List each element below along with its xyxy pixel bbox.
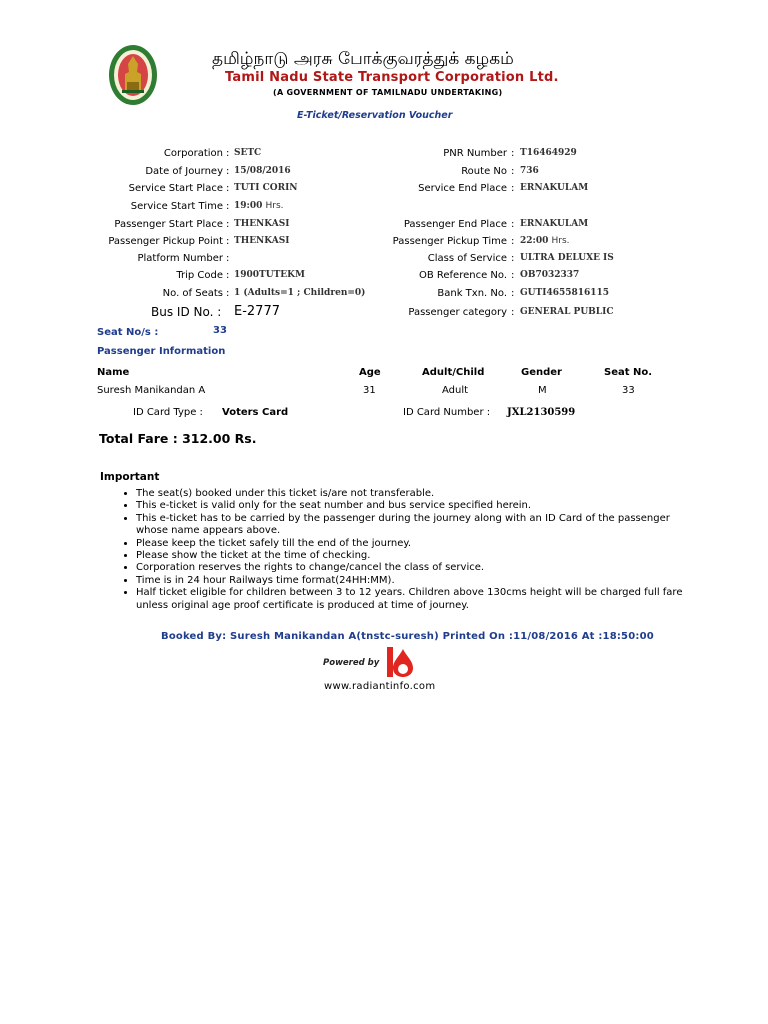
id-card-number-label: ID Card Number : <box>403 407 491 418</box>
class-of-service-label: Class of Service <box>427 253 507 264</box>
note-item: • This e-ticket is valid only for the seat number and bus service specified herein. <box>136 500 696 512</box>
bank-txn-value: GUTI4655816115 <box>520 288 610 298</box>
passenger-start-place-label: Passenger Start Place <box>114 219 223 230</box>
col-header-seat-no: Seat No. <box>604 367 653 378</box>
colon: : <box>226 148 230 159</box>
radiant-logo <box>385 645 421 679</box>
passenger-pickup-time-label: Passenger Pickup Time <box>392 236 507 247</box>
note-item: • Half ticket eligible for children between 3 to 12 years. Children above 130cms height will be charged full fare unless original age proof certificate is produced at time of journey. <box>136 587 696 612</box>
colon: : <box>226 201 230 212</box>
passenger-pickup-point-label: Passenger Pickup Point <box>108 236 223 247</box>
ob-reference-value: OB7032337 <box>520 270 580 280</box>
service-start-place-value: TUTI CORIN <box>234 183 298 193</box>
note-item: • Corporation reserves the rights to change/cancel the class of service. <box>136 562 696 574</box>
powered-by-label: Powered by <box>323 658 380 668</box>
passenger-end-place-label: Passenger End Place <box>403 219 507 230</box>
colon: : <box>511 236 515 247</box>
total-fare: Total Fare : 312.00 Rs. <box>99 431 257 446</box>
passenger-gender: M <box>538 385 547 396</box>
website-link[interactable]: www.radiantinfo.com <box>324 681 436 692</box>
colon: : <box>226 219 230 230</box>
note-item: • Time is in 24 hour Railways time format(24HH:MM). <box>136 575 696 587</box>
note-item: • The seat(s) booked under this ticket is/are not transferable. <box>136 488 696 500</box>
government-undertaking: (A GOVERNMENT OF TAMILNADU UNDERTAKING) <box>273 88 503 97</box>
no-of-seats-label: No. of Seats <box>162 288 223 299</box>
passenger-seat-no: 33 <box>622 385 635 396</box>
tamil-nadu-emblem <box>108 44 158 106</box>
passenger-category-value: GENERAL PUBLIC <box>520 307 614 317</box>
passenger-name: Suresh Manikandan A <box>97 385 206 396</box>
booked-by-line: Booked By: Suresh Manikandan A(tnstc-suresh) Printed On :11/08/2016 At :18:50:00 <box>161 631 654 642</box>
colon: : <box>226 253 230 264</box>
class-of-service-value: ULTRA DELUXE IS <box>520 253 614 263</box>
platform-number-label: Platform Number <box>137 253 223 264</box>
colon: : <box>511 288 515 299</box>
service-start-time-value: 19:00 Hrs. <box>234 201 284 211</box>
id-card-number-value: JXL2130599 <box>507 407 576 418</box>
voucher-title: E-Ticket/Reservation Voucher <box>297 110 453 121</box>
ob-reference-label: OB Reference No. <box>418 270 507 281</box>
colon: : <box>511 166 515 177</box>
bank-txn-label: Bank Txn. No. <box>437 288 507 299</box>
route-no-value: 736 <box>520 166 539 176</box>
note-item: • This e-ticket has to be carried by the passenger during the journey along with an ID Card of the passenger whose name appears above. <box>136 513 696 538</box>
tamil-title: தமிழ்நாடு அரசு போக்குவரத்துக் கழகம் <box>212 49 514 69</box>
colon: : <box>226 183 230 194</box>
seat-nos-value: 33 <box>213 325 227 336</box>
service-end-place-label: Service End Place <box>418 183 507 194</box>
important-notes-list <box>118 488 696 612</box>
passenger-pickup-point-value: THENKASI <box>234 236 290 246</box>
colon: : <box>226 166 230 177</box>
corporation-value: SETC <box>234 148 262 158</box>
id-card-type-label: ID Card Type : <box>133 407 203 418</box>
service-start-time-label: Service Start Time <box>130 201 223 212</box>
passenger-end-place-value: ERNAKULAM <box>520 219 589 229</box>
col-header-age: Age <box>359 367 381 378</box>
pnr-number-value: T16464929 <box>520 148 577 158</box>
corporation-name: Tamil Nadu State Transport Corporation Ltd. <box>225 70 559 85</box>
no-of-seats-value: 1 (Adults=1 ; Children=0) <box>234 288 366 298</box>
colon: : <box>511 219 515 230</box>
trip-code-value: 1900TUTEKM <box>234 270 305 280</box>
passenger-start-place-value: THENKASI <box>234 219 290 229</box>
pnr-number-label: PNR Number <box>443 148 507 159</box>
colon: : <box>511 183 515 194</box>
bus-id-value: E-2777 <box>234 304 280 319</box>
route-no-label: Route No <box>461 166 507 177</box>
col-header-adult-child: Adult/Child <box>422 367 485 378</box>
col-header-name: Name <box>97 367 130 378</box>
date-of-journey-value: 15/08/2016 <box>234 166 291 176</box>
colon: : <box>226 236 230 247</box>
service-end-place-value: ERNAKULAM <box>520 183 589 193</box>
seat-nos-label: Seat No/s : <box>97 327 159 338</box>
passenger-pickup-time-value: 22:00 Hrs. <box>520 236 570 246</box>
id-card-type-value: Voters Card <box>222 407 289 418</box>
bus-id-label: Bus ID No. : <box>151 305 222 319</box>
passenger-category-label: Passenger category <box>408 307 507 318</box>
colon: : <box>511 270 515 281</box>
important-title: Important <box>100 471 160 483</box>
note-item: • Please keep the ticket safely till the end of the journey. <box>136 538 696 550</box>
col-header-gender: Gender <box>521 367 562 378</box>
note-item: • Please show the ticket at the time of checking. <box>136 550 696 562</box>
colon: : <box>226 270 230 281</box>
trip-code-label: Trip Code <box>176 270 223 281</box>
colon: : <box>511 307 515 318</box>
colon: : <box>511 253 515 264</box>
date-of-journey-label: Date of Journey <box>145 166 223 177</box>
colon: : <box>226 288 230 299</box>
passenger-information-title: Passenger Information <box>97 346 226 357</box>
passenger-adult-child: Adult <box>442 385 469 396</box>
colon: : <box>511 148 515 159</box>
service-start-place-label: Service Start Place <box>128 183 223 194</box>
corporation-label: Corporation <box>163 148 223 159</box>
passenger-age: 31 <box>363 385 376 396</box>
